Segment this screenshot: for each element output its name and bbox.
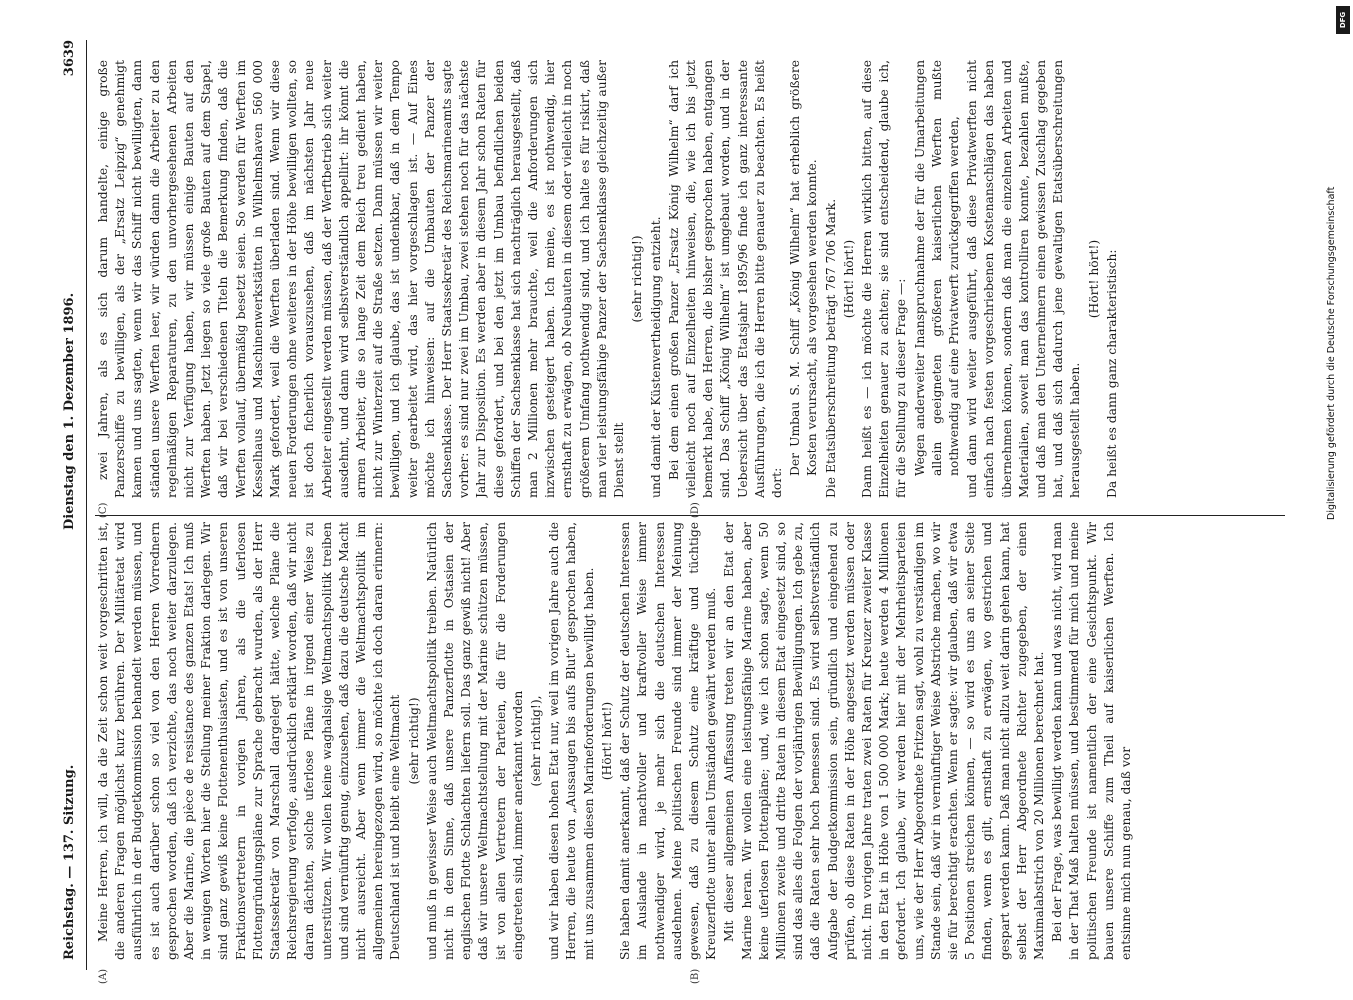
- paragraph: (Hört! hört!): [599, 701, 614, 781]
- paragraph: (sehr richtig!): [406, 697, 421, 785]
- paragraph: Meine Herren, ich will, da die Zeit schon weit vorgeschritten ist, die anderen Fragen möglichst kurz berühren. Der Militäretat wird ausführlich in der Budgetkommission behandelt werden müssen, und es ist auch darüber schon so viel von den Herren Vorrednern gesprochen worden, daß ich verzichte, das noch weiter darzulegen. Aber die Marine, die pièce de resistance des ganzen Etats! Ich muß in wenigen Worten hier die Stellung meiner Fraktion darlegen. Wir sind ganz gewiß keine Flottenenthusiasten, und es ist von unseren Fraktionsvertretern in vorigen Jahren, als die uferlosen Flottengründungspläne zur Sprache gebracht wurden, als der Herr Staatssekretär von Marschall dargelegt hätte, welche Pläne die Reichsregierung verfolge, ausdrücklich erklärt worden, daß wir nicht daran dächten, solche uferlose Pläne in irgend einer Weise zu unterstützen. Wir wollen keine waghalsige Weltmachtspolitik treiben und sind vernünftig genug, einzusehen, daß dazu die deutsche Macht nicht ausreicht. Aber wenn immer die Weltmachtspolitik im allgemeinen hereingezogen wird, so möchte ich doch daran erinnern: Deutschland ist und bleibt eine Weltmacht: [96, 522, 403, 960]
- paragraph: zwei Jahren, als es sich darum handelte, einige große Panzerschiffe zu bewilligen, als der „Ersatz Leipzig“ genehmigt kamen und uns sagten, wenn wir das Schiff nicht bewilligten, dann ständen unsere Werften leer, wir würden dann die Arbeiter zu den regelmäßigen Reparaturen, zu den unvorhergesehenen Arbeiten nicht zur Verfügung haben, wir müssen einige Bauten auf den Werften haben. Jetzt liegen so viele große Bauten auf dem Stapel, daß wir bei verschiedenen Titeln die Bemerkung finden, daß die Werften vollauf, übermäßig besetzt seien. So werden für Werften im Kesselhaus und Maschinenwerkstätten in Wilhelmshaven 560 000 Mark gefordert, weil die Werften überladen sind. Wenn wir diese neuen Forderungen ohne weiteres in der Höhe bewilligen wollten, so ist doch ficherlich vorauszusehen, daß im nächsten Jahr neue Arbeiter eingestellt werden müssen, daß der Werftbetrieb sich weiter ausdehnt, und dann wird selbstverständlich appellirt: ihr könnt die armen Arbeiter, die so lange Zeit dem Reich treu gedient haben, nicht zur Winterzeit auf die Straße setzen. Dann müssen wir weiter bewilligen, und ich glaube, das ist undenkbar, daß in dem Tempo weiter gearbeitet wird, das hier vorgeschlagen ist. — Auf Eines möchte ich hinweisen: auf die Umbauten der Panzer der Sachsenklasse. Der Herr Staatssekretär des Reichsmarineamts sagte vorher: es sind nur zwei im Umbau, zwei stehen noch für das nächste Jahr zur Disposition. Es werden aber in diesem Jahr schon Raten für diese gefordert, und bei den jetzt im Umbau befindlichen beiden Schiffen der Sachsenklasse hat sich nachträglich herausgestellt, daß man 2 Millionen mehr brauchte, weil die Anforderungen sich inzwischen gesteigert haben. Ich meine, es ist nothwendig, hier ernsthaft zu erwägen, ob Neubauten in diesem oder vielleicht in noch größerem Umfang nothwendig sind, und ich halte es für riskirt, daß man vier leistungsfähige Panzer der Sachsenklasse gleichzeitig außer Dienst stellt: [96, 60, 627, 498]
- paragraph: und damit der Küstenvertheidigung entzieht.: [648, 216, 663, 498]
- text-column-left: [95, 522, 1280, 960]
- paragraph: Die Etatsüberschreitung beträgt 767 706 Mark.: [823, 198, 838, 498]
- margin-marker-c: (C): [98, 502, 109, 518]
- header-date: Dienstag den 1. Dezember 1896.: [62, 292, 77, 530]
- margin-marker-a: (A): [98, 968, 109, 984]
- paragraph: Dann heißt es — ich möchte die Herren wirklich bitten, auf diese Einzelheiten genauer zu achten; sie sind entscheidend, glaube ich, für die Stellung zu dieser Frage —:: [859, 60, 909, 498]
- margin-marker-d: (D): [690, 502, 701, 518]
- paragraph: Mit dieser allgemeinen Auffassung treten wir an den Etat der Marine heran. Wir wollen eine leistungsfähige Marine haben, aber keine uferlosen Flottenpläne; und, wie ich schon sagte, wenn 50 Millionen zweite und dritte Raten in diesem Etat eingesetzt sind, so sind das alles die Folgen der vorjährigen Bewilligungen. Ich gebe zu, daß die Raten sehr hoch bemessen sind. Es wird selbstverständlich Aufgabe der Budgetkommission sein, gründlich und eingehend zu prüfen, ob diese Raten in der Höhe angesetzt werden müssen oder nicht. Im vorigen Jahre traten zwei Raten für Kreuzer zweiter Klasse in den Etat in Höhe von 1 500 000 Mark; heute werden 4 Millionen gefordert. Ich glaube, wir werden hier mit der Mehrheitsparteien uns, wie der Herr Abgeordnete Fritzen sagt, wohl zu verständigen im Stande sein, daß wir in vernünftiger Weise Abstriche machen, wo wir sie für berechtigt erachten. Wenn er sagte: wir glauben, daß wir etwa 5 Positionen streichen können, — so wird es uns an seiner Seite finden, wenn es gilt, ernsthaft zu erwägen, wo gestrichen und gespart werden kann. Daß man nicht allzu weit darin gehen kann, hat selbst der Herr Abgeordnete Richter zugegeben, der einen Maximalabstrich von 20 Millionen berechnet hat.: [722, 522, 1046, 960]
- funding-note: Digitalisierung gefördert durch die Deutsche Forschungsgemeinschaft: [1326, 186, 1337, 520]
- page-header: [56, 40, 86, 960]
- paragraph: (Hört! hört!): [841, 239, 856, 319]
- paragraph: (sehr richtig!),: [529, 695, 544, 787]
- paragraph: Da heißt es dann ganz charakteristisch:: [1104, 249, 1119, 498]
- paragraph: Bei der Frage, was bewilligt werden kann und was nicht, wird man in der That Maß halten müssen, und bestimmend für mich und meine politischen Freunde ist namentlich der eine Gesichtspunkt. Wir bauen unsere Schiffe zum Theil auf kaiserlichen Werften. Ich entsinne mich nun genau, daß vor: [1050, 522, 1133, 960]
- header-rule: [86, 40, 87, 970]
- digitization-note: [1318, 0, 1353, 1000]
- paragraph: und dann wird weiter ausgeführt, daß diese Privatwerften nicht einfach nach festen vorgeschriebenen Kostenanschlägen das haben übernehmen können, sondern daß man die einzelnen Arbeiten und Materialien, soweit man das kontrolliren konnte, bezahlen mußte, und daß man den Unternehmern einen gewissen Zuschlag gegeben hat, und daß sich dadurch jene gewaltigen Etatsüberschreitungen herausgestellt haben.: [965, 60, 1083, 498]
- header-session: Reichstag. — 137. Sitzung.: [62, 764, 77, 960]
- page-number: 3639: [62, 40, 77, 77]
- paragraph: Der Umbau S. M. Schiff „König Wilhelm“ hat erheblich größere Kosten verursacht, als vorgesehen werden konnte.: [788, 60, 820, 476]
- paragraph: und wir haben diesen hohen Etat nur, weil im vorigen Jahre auch die Herren, die heute von „Aussaugen bis aufs Blut“ gesprochen haben, mit uns zusammen diesen Marineforderungen bewilligt haben.: [547, 522, 596, 960]
- paragraph: (Hört! hört!): [1086, 239, 1101, 319]
- paragraph: Sie haben damit anerkannt, daß der Schutz der deutschen Interessen im Auslande in machtvoller und kraftvoller Weise immer nothwendiger wird, je mehr sich die deutschen Interessen ausdehnen. Meine politischen Freunde sind immer der Meinung gewesen, daß zu diesem Schutz eine kräftige und tüchtige Kreuzerflotte unter allen Umständen gewährt werden muß.: [618, 522, 719, 960]
- paragraph: Wegen anderweiter Inanspruchnahme der für die Umarbeitungen allein geeigneten größeren kaiserlichen Werften mußte nothwendig auf eine Privatwerft zurückgegriffen werden,: [912, 60, 961, 476]
- dfg-logo: [1336, 6, 1350, 34]
- margin-marker-b: (B): [690, 968, 701, 984]
- paragraph: und muß in gewisser Weise auch Weltmachtspolitik treiben. Natürlich nicht in dem Sinne, daß unsere Panzerflotte in Ostasien der englischen Flotte Schlachten liefern soll. Das ganz gewiß nicht! Aber daß wir unsere Weltmachtstellung mit der Marine schützen müssen, ist von allen Vertretern der Parteien, die für die Forderungen eingetreten sind, immer anerkannt worden: [424, 522, 525, 960]
- text-column-right: [95, 60, 1280, 498]
- dfg-logo-text: DFG: [1339, 11, 1347, 29]
- paragraph: Bei dem einen großen Panzer „Ersatz König Wilhelm“ darf ich vielleicht noch auf Einzelheiten hinweisen, die, wie ich bis jetzt bemerkt habe, den Herren, die bisher gesprochen haben, entgangen sind. Das Schiff „König Wilhelm“ ist umgebaut worden, und in der Uebersicht über das Etatsjahr 1895/96 finde ich ganz interessante Ausführungen, die ich die Herren bitte genauer zu beachten. Es heißt dort:: [666, 60, 784, 498]
- paragraph: (sehr richtig!): [630, 235, 645, 323]
